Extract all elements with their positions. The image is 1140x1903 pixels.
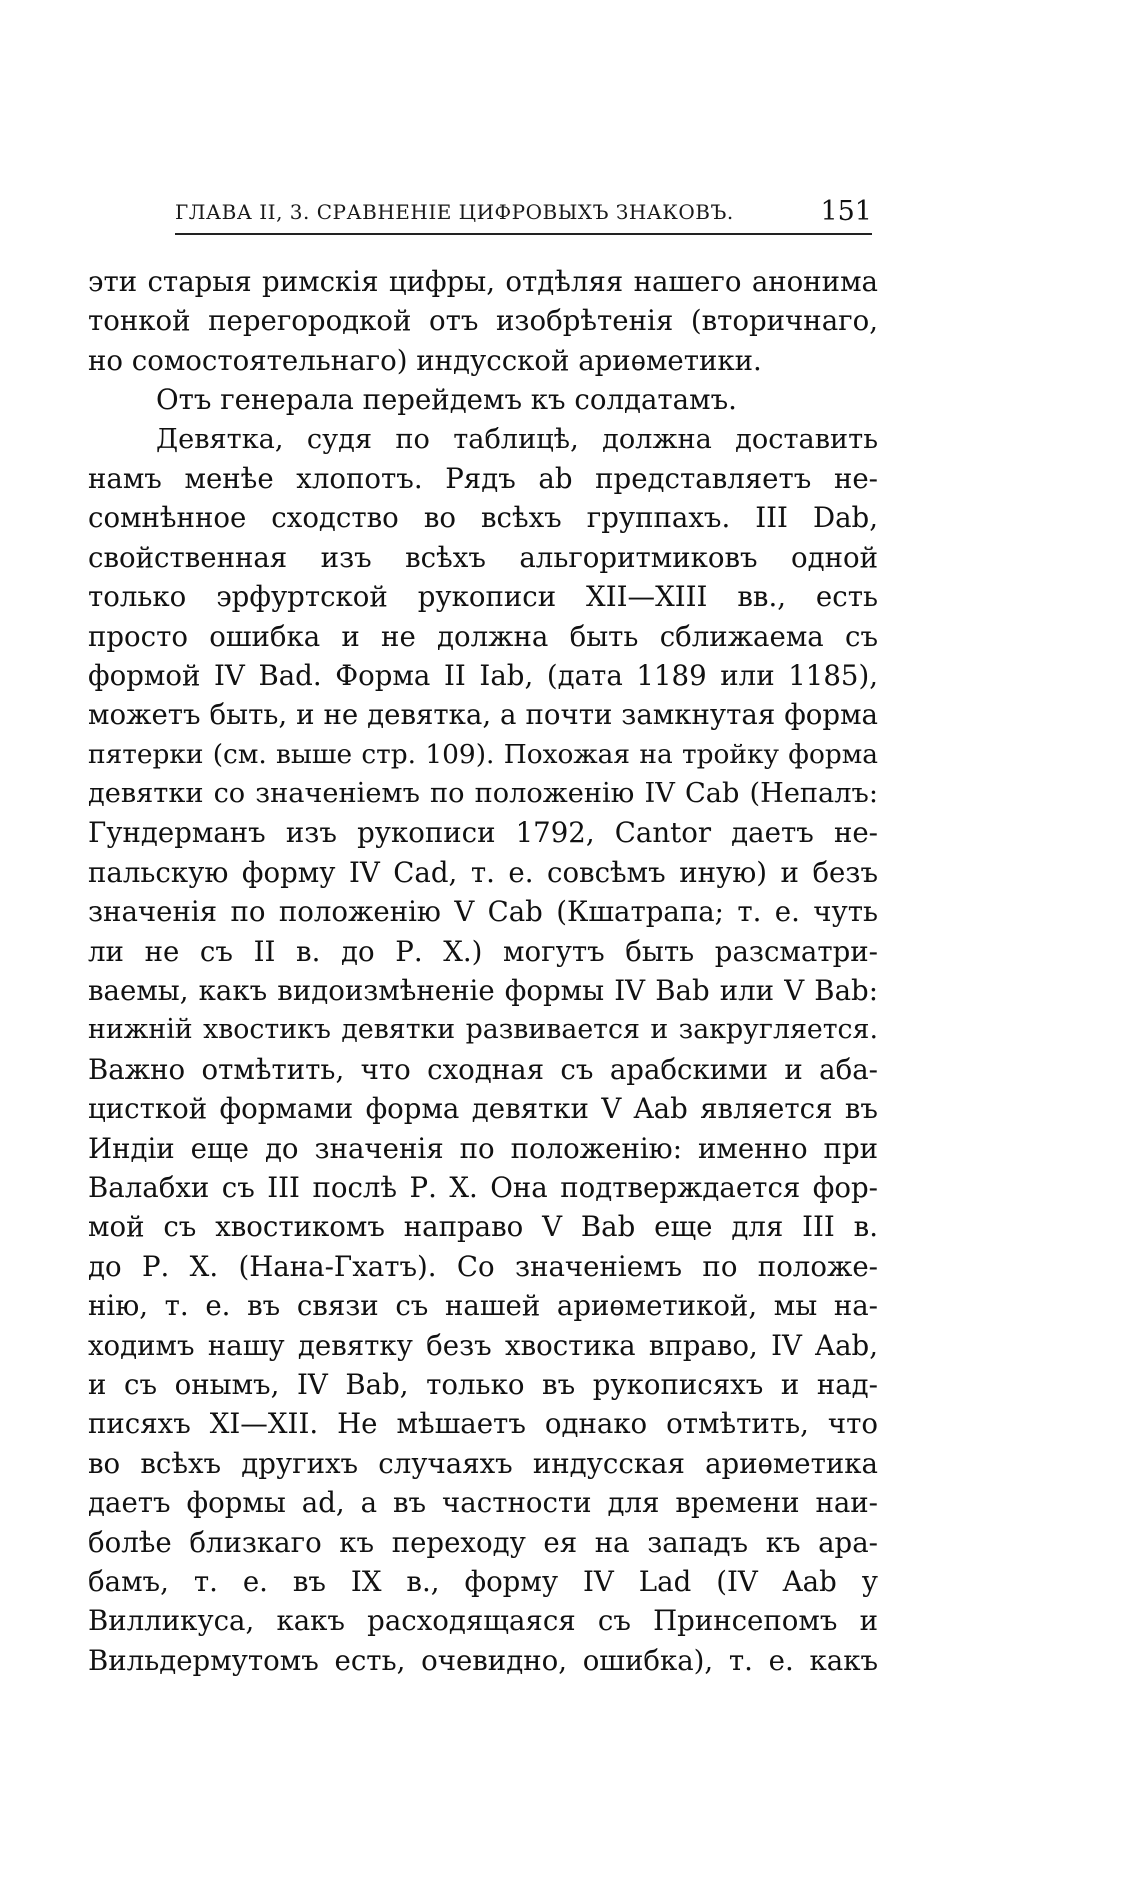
text-line: Вильдермутомъ есть, очевидно, ошибка), т. е. какъ — [88, 1643, 878, 1677]
text-line: ходимъ нашу девятку безъ хвостика вправо, IV Aab, — [88, 1328, 878, 1362]
text-line: значенія по положенію V Cab (Кшатрапа; т. е. чуть — [88, 895, 878, 929]
text-line: и съ онымъ, IV Bab, только въ рукописяхъ и над- — [88, 1367, 878, 1401]
page-number: 151 — [820, 196, 872, 227]
text-line: Девятка, судя по таблицѣ, должна доставить — [156, 423, 878, 455]
text-line: Важно отмѣтить, что сходная съ арабскими и аба- — [88, 1052, 878, 1086]
text-line: эти старыя римскія цифры, отдѣляя нашего анонима — [88, 265, 878, 298]
text-line: ли не съ II в. до Р. Х.) могутъ быть разсматри- — [88, 934, 878, 968]
text-line: даетъ формы ad, а въ частности для времени наи- — [88, 1486, 878, 1520]
text-line: свойственная изъ всѣхъ альгоритмиковъ одной — [88, 540, 878, 574]
text-line: до Р. Х. (Нана-Гхатъ). Со значеніемъ по положе- — [88, 1249, 878, 1283]
text-line: Валабхи съ III послѣ Р. Х. Она подтверждается фор- — [88, 1170, 878, 1204]
text-line: ваемы, какъ видоизмѣненіе формы IV Bab или V Bab: — [88, 974, 878, 1008]
text-line: Гундерманъ изъ рукописи 1792, Cantor даетъ не- — [88, 816, 878, 850]
body-text — [88, 262, 878, 1680]
text-line: во всѣхъ другихъ случаяхъ индусская ариѳметика — [88, 1446, 878, 1480]
text-line: бамъ, т. е. въ IX в., форму IV Lad (IV Aab у — [88, 1564, 878, 1598]
text-line: намъ менѣе хлопотъ. Рядъ ab представляетъ не- — [88, 461, 878, 495]
text-line: сомнѣнное сходство во всѣхъ группахъ. III Dab, — [88, 501, 878, 535]
running-head — [175, 196, 872, 232]
text-line: мой съ хвостикомъ направо V Bab еще для III в. — [88, 1210, 878, 1244]
text-line: пятерки (см. выше стр. 109). Похожая на тройку форма — [88, 738, 878, 770]
text-line: только эрфуртской рукописи XII—XIII вв., есть — [88, 580, 878, 614]
text-line: болѣе близкаго къ переходу ея на западъ къ ара- — [88, 1525, 878, 1559]
text-line: формой IV Bad. Форма II Iab, (дата 1189 или 1185), — [88, 658, 878, 692]
text-line: но сомостоятельнаго) индусской ариѳметики. — [88, 343, 762, 377]
text-line: тонкой перегородкой отъ изобрѣтенія (вторичнаго, — [88, 304, 878, 338]
text-line: Индіи еще до значенія по положенію: именно при — [88, 1131, 878, 1165]
text-line: можетъ быть, и не девятка, а почти замкнутая форма — [88, 698, 878, 732]
header-rule — [175, 233, 872, 235]
text-line: Отъ генерала перейдемъ къ солдатамъ. — [156, 383, 737, 417]
text-line: цисткой формами форма девятки V Aab является въ — [88, 1092, 878, 1126]
text-line: Вилликуса, какъ расходящаяся съ Принсепомъ и — [88, 1604, 878, 1638]
text-line: просто ошибка и не должна быть сближаема съ — [88, 619, 878, 653]
text-line: нію, т. е. въ связи съ нашей ариѳметикой, мы на- — [88, 1289, 878, 1323]
text-line: девятки со значеніемъ по положенію IV Cab (Непалъ: — [88, 778, 878, 810]
text-line: нижній хвостикъ девятки развивается и закругляется. — [88, 1014, 878, 1046]
text-line: писяхъ XI—XII. Не мѣшаетъ однако отмѣтить, что — [88, 1407, 878, 1441]
text-line: пальскую форму IV Cad, т. е. совсѣмъ иную) и безъ — [88, 855, 878, 889]
running-title: ГЛАВА II, 3. СРАВНЕНІЕ ЦИФРОВЫХЪ ЗНАКОВЪ. — [175, 200, 734, 224]
